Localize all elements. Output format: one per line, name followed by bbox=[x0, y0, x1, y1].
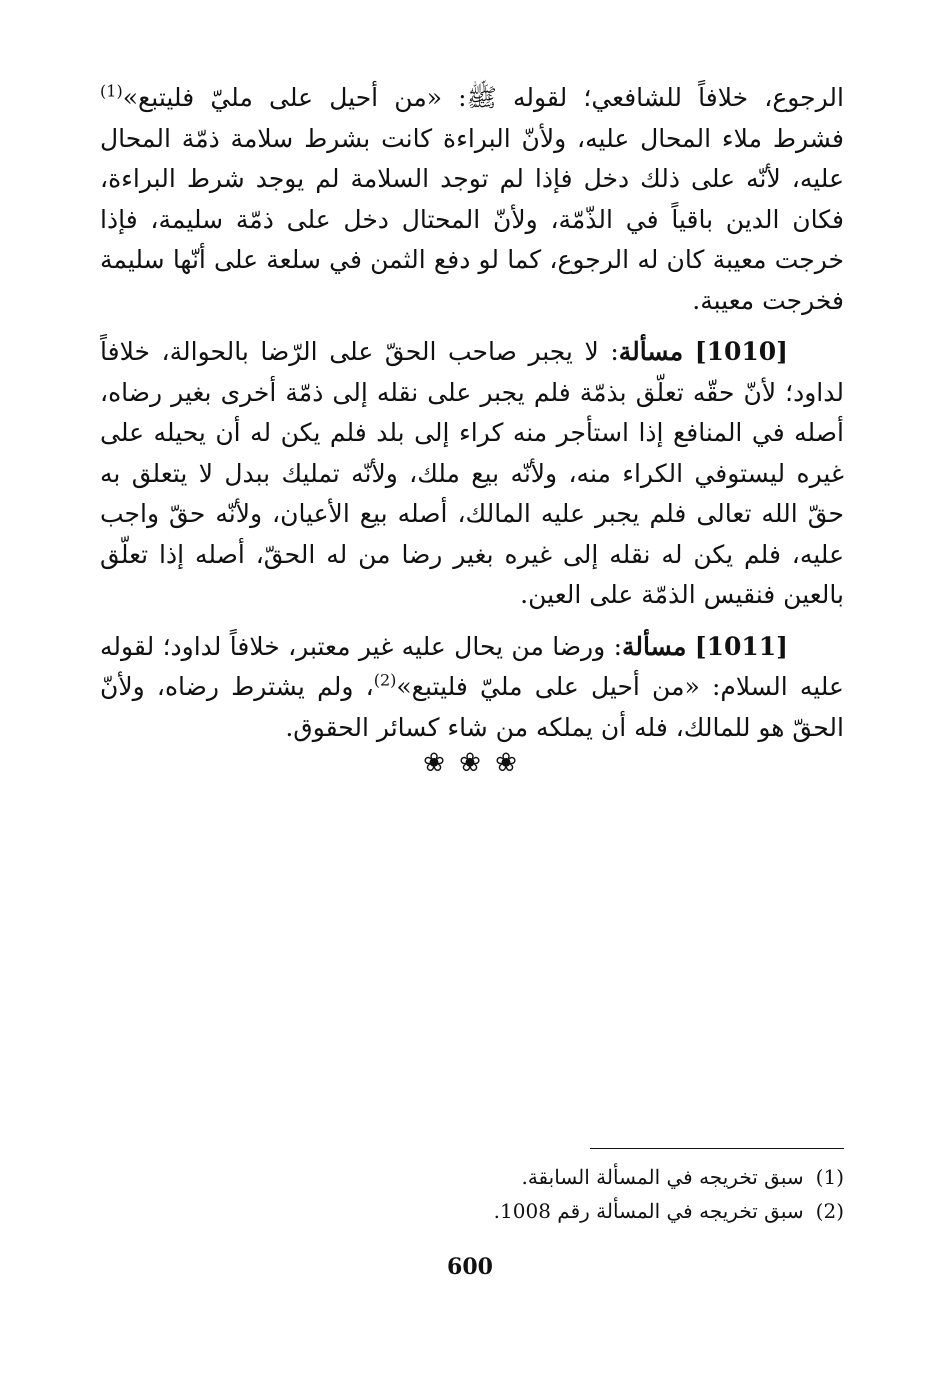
paragraph-2 bbox=[100, 332, 844, 616]
paragraph-1 bbox=[100, 78, 844, 321]
footnotes bbox=[480, 1160, 844, 1228]
issue-label-1011: مسألة bbox=[622, 631, 687, 661]
section-end-ornaments bbox=[420, 746, 520, 780]
paragraph-2-text: : لا يجبر صاحب الحقّ على الرّضا بالحوالة، خلافاً لداود؛ لأنّ حقّه تعلّق بذمّة فلم يجبر على نقله إلى ذمّة أخرى بغير رضاه، أصله في المنافع إذا استأجر منه كراء إلى بلد فلم يكن له أن يحيله على غيره ليستوفي الكراء منه، ولأنّه بيع ملك، ولأنّه تمليك ببدل لا يتعلق به حقّ الله تعالى فلم يجبر عليه المالك، أصله بيع الأعيان، ولأنّه حقّ واجب عليه، فلم يكن له نقله إلى غيره بغير رضا من له الحقّ، أصله إذا تعلّق بالعين فنقيس الذمّة على العين. bbox=[100, 337, 844, 609]
main-text bbox=[100, 78, 844, 748]
issue-label-1010: مسألة bbox=[618, 337, 684, 366]
footnote-number: (1) bbox=[815, 1165, 844, 1189]
issue-number-1011: [1011] bbox=[694, 631, 788, 661]
paragraph-3-text-b: ، ولم يشترط رضاه، ولأنّ الحقّ هو للمالك، فله أن يملكه من شاء كسائر الحقوق. bbox=[100, 672, 844, 742]
paragraph-1-text-a: الرجوع، خلافاً للشافعي؛ لقوله ﷺ: «من أحيل على مليّ فليتبع» bbox=[122, 83, 844, 112]
paragraph-3-text-a: : ورضا من يحال عليه غير معتبر، خلافاً لداود؛ لقوله عليه السلام: «من أحيل على مليّ فليتبع» bbox=[100, 631, 844, 701]
footnote-text: سبق تخريجه في المسألة رقم 1008. bbox=[493, 1199, 804, 1223]
paragraph-1-text-b: فشرط ملاء المحال عليه، ولأنّ البراءة كانت بشرط سلامة ذمّة المحال عليه، لأنّه على ذلك دخل فإذا لم توجد السلامة لم يوجد شرط البراءة، فكان الدين باقياً في الذّمّة، ولأنّ المحتال دخل على ذمّة سليمة، فإذا خرجت معيبة كان له الرجوع، كما لو دفع الثمن في سلعة على أنّها سليمة فخرجت معيبة. bbox=[100, 123, 844, 315]
footnote-ref-2: (2) bbox=[373, 670, 397, 690]
flower-ornament-icon: ❀ bbox=[423, 748, 445, 778]
footnote-number: (2) bbox=[815, 1199, 844, 1223]
footnote-1 bbox=[480, 1160, 844, 1194]
footnote-ref-1: (1) bbox=[100, 81, 123, 101]
footnote-divider bbox=[590, 1148, 844, 1149]
footnote-2 bbox=[480, 1194, 844, 1228]
flower-ornament-icon: ❀ bbox=[495, 748, 517, 778]
flower-ornament-icon: ❀ bbox=[459, 748, 481, 778]
issue-number-1010: [1010] bbox=[694, 337, 788, 366]
footnote-text: سبق تخريجه في المسألة السابقة. bbox=[521, 1165, 804, 1189]
paragraph-3 bbox=[100, 627, 844, 749]
page-number: 600 bbox=[447, 1254, 493, 1280]
